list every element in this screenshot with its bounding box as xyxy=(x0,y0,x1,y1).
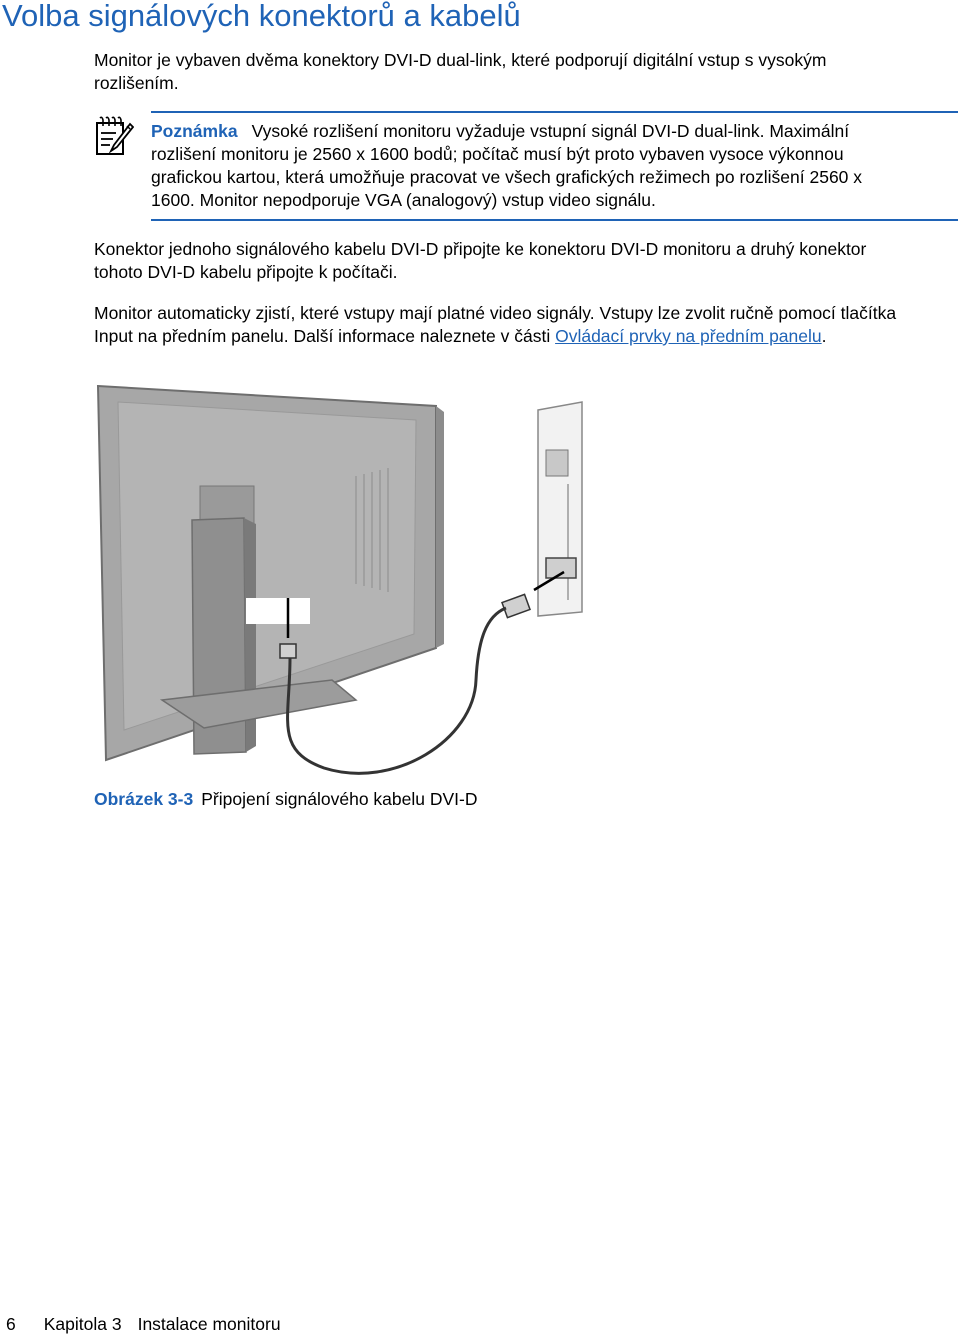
intro-line-1: Monitor je vybaven dvěma konektory DVI-D dual-link, které podporují digitální vstup s vysokým xyxy=(94,50,827,70)
intro-line-2: rozlišením. xyxy=(94,73,179,93)
page-heading: Volba signálových konektorů a kabelů xyxy=(2,0,521,33)
note-line-3: grafickou kartou, která umožňuje pracovat ve všech grafických režimech po rozlišení 2560 x xyxy=(151,167,863,187)
note-line-4: 1600. Monitor nepodporuje VGA (analogový) vstup video signálu. xyxy=(151,190,656,210)
power-socket xyxy=(546,450,568,476)
dvi-connector-monitor xyxy=(280,644,296,658)
note-label: Poznámka xyxy=(151,121,238,141)
monitor-edge xyxy=(436,406,444,648)
autodetect-line-1: Monitor automaticky zjistí, které vstupy mají platné video signály. Vstupy lze zvolit ručně pomocí tlačítka xyxy=(94,303,897,323)
note-line-1: Vysoké rozlišení monitoru vyžaduje vstupní signál DVI-D dual-link. Maximální xyxy=(251,121,850,141)
figure-caption-label: Obrázek 3-3 xyxy=(94,789,194,809)
note-rule-bottom xyxy=(151,219,958,221)
autodetect-line-2-suffix: . xyxy=(821,326,827,346)
note-body xyxy=(151,120,951,212)
footer-chapter: Kapitola 3 xyxy=(43,1314,122,1334)
connect-line-2: tohoto DVI-D kabelu připojte k počítači. xyxy=(94,262,398,282)
figure-caption-text: Připojení signálového kabelu DVI-D xyxy=(201,789,478,809)
footer-title: Instalace monitoru xyxy=(137,1314,281,1334)
note-icon xyxy=(94,115,134,157)
dvi-connector-computer xyxy=(502,594,530,617)
autodetect-paragraph xyxy=(94,302,960,348)
monitor-cable-illustration xyxy=(94,380,584,780)
page-footer xyxy=(6,1313,281,1336)
port-label xyxy=(246,598,310,624)
connect-line-1: Konektor jednoho signálového kabelu DVI-D připojte ke konektoru DVI-D monitoru a druhý konektor xyxy=(94,239,867,259)
figure-caption xyxy=(94,788,478,811)
note-line-2: rozlišení monitoru je 2560 x 1600 bodů; počítač musí být proto vybaven vysoce výkonnou xyxy=(151,144,844,164)
note-rule-top xyxy=(151,111,958,113)
page-number: 6 xyxy=(6,1314,16,1334)
front-panel-controls-link[interactable]: Ovládací prvky na předním panelu xyxy=(555,326,822,346)
intro-paragraph xyxy=(94,49,960,95)
autodetect-line-2-prefix: Input na předním panelu. Další informace naleznete v části xyxy=(94,326,556,346)
connect-paragraph xyxy=(94,238,960,284)
